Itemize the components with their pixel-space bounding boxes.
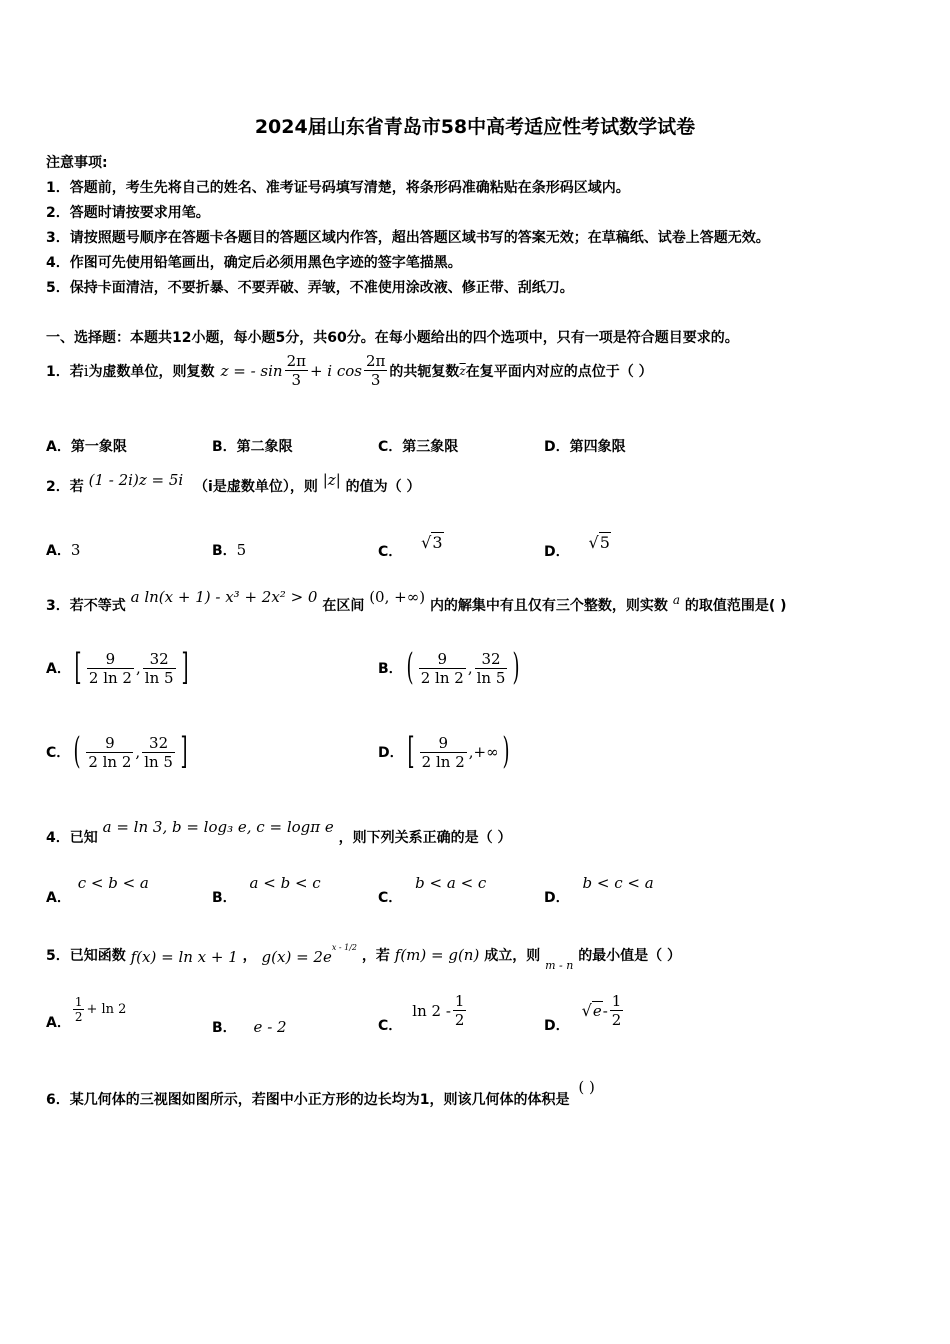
q6-paren: ( ) <box>578 1078 595 1096</box>
note-item-4: 4．作图可先使用铅笔画出，确定后必须用黑色字迹的签字笔描黑。 <box>46 255 462 271</box>
q3-option-c: C． ( $\frac{9}{2 \ln 2}$ , $\frac{32}{\ln 5}$ ] <box>46 731 188 772</box>
q5-post: 的最小值是（ ） <box>578 948 682 964</box>
q5-option-b: B． e - 2 <box>212 1018 287 1036</box>
q5-option-a: A． $\frac{1}{2}$ + ln 2 <box>46 995 127 1031</box>
q5-option-d: D． √e - $\frac{1}{2}$ <box>544 992 622 1034</box>
q3-option-b: B． ( $\frac{9}{2 \ln 2}$ , $\frac{32}{\ln 5}$ ) <box>378 647 520 688</box>
q5-option-c: C． ln 2 - $\frac{1}{2}$ <box>378 992 465 1034</box>
q3-option-d: D． [ $\frac{9}{2 \ln 2}$ , +∞ ) <box>378 731 510 772</box>
q5-cond: f(m) = g(n) <box>394 946 480 964</box>
q5-g-exponent: x - 1/2 <box>331 943 358 953</box>
q1-zbar: $\overline{z}$ <box>459 363 466 378</box>
note-item-1: 1．答题前，考生先将自己的姓名、准考证号码填写清楚，将条形码准确粘贴在条形码区域内。 <box>46 180 630 196</box>
notes-heading: 注意事项: <box>46 155 108 171</box>
question-6 <box>46 1078 595 1109</box>
q3-expr: a ln(x + 1) - x³ + 2x² > 0 <box>130 588 318 606</box>
question-4 <box>46 818 512 847</box>
q3-a: a <box>672 593 680 607</box>
q1-option-a: A．第一象限 <box>46 439 127 455</box>
q3-option-a: A． [ $\frac{9}{2 \ln 2}$ , $\frac{32}{\ln 5}$ ] <box>46 647 189 688</box>
q5-mid: ，若 <box>361 948 390 964</box>
q2-option-d: D． √5 <box>544 533 610 560</box>
q2-prefix: 2．若 <box>46 479 84 495</box>
q1-z-eq: z = - sin <box>220 361 283 380</box>
note-item-3: 3．请按照题号顺序在答题卡各题目的答题区域内作答，超出答题区域书写的答案无效；在草稿纸、试卷上答题无效。 <box>46 230 770 246</box>
note-item-5: 5．保持卡面清洁，不要折暴、不要弄破、弄皱，不准使用涂改液、修正带、刮纸刀。 <box>46 280 574 296</box>
q1-option-c: C．第三象限 <box>378 439 459 455</box>
q1-post2: 在复平面内对应的点位于（ ） <box>465 363 653 380</box>
q2-option-c-sqrt: √3 <box>421 533 443 552</box>
q2-option-b: B．5 <box>212 541 247 559</box>
q5-prefix: 5．已知函数 <box>46 948 126 964</box>
note-item-2: 2．答题时请按要求用笔。 <box>46 205 210 221</box>
q2-mid: （i是虚数单位），则 <box>194 479 318 495</box>
q2-post: 的值为（ ） <box>345 479 421 495</box>
q2-option-c: C． √3 <box>378 533 443 560</box>
section-1-heading: 一、选择题：本题共12小题，每小题5分，共60分。在每小题给出的四个选项中，只有一项是符合题目要求的。 <box>46 330 739 346</box>
q1-prefix: 1．若 <box>46 363 84 380</box>
q4-option-d: D． b < c < a <box>544 874 654 906</box>
q4-option-b: B． a < b < c <box>212 874 321 906</box>
q4-expr: a = ln 3, b = log₃ e, c = logπ e <box>102 818 334 836</box>
q5-mn: m - n <box>545 959 574 972</box>
q1-frac-2: $\frac{2\pi}{3}$ <box>366 352 386 389</box>
exam-title: 2024届山东省青岛市58中高考适应性考试数学试卷 <box>254 116 696 138</box>
question-3 <box>46 588 787 615</box>
q4-post: ，则下列关系正确的是（ ） <box>338 830 512 846</box>
q5-g-def: g(x) = 2e <box>261 948 332 966</box>
question-1 <box>46 352 653 389</box>
q2-absz: |z| <box>322 471 341 489</box>
q1-option-b: B．第二象限 <box>212 439 293 455</box>
q3-post1: 内的解集中有且仅有三个整数，则实数 <box>429 598 668 614</box>
q3-post2: 的取值范围是( ) <box>684 598 787 614</box>
q2-option-d-sqrt: √5 <box>588 533 610 552</box>
q1-post1: 的共轭复数 <box>389 363 460 380</box>
q5-f-def: f(x) = ln x + 1 <box>130 948 238 966</box>
question-5 <box>46 943 682 972</box>
q5-sep: ， <box>242 948 257 964</box>
q5-mid2: 成立，则 <box>484 948 541 964</box>
q6-text: 6．某几何体的三视图如图所示，若图中小正方形的边长均为1，则该几何体的体积是 <box>46 1092 570 1108</box>
q5-option-d-sqrt: √e <box>581 1001 602 1020</box>
q1-plus-cos: + i cos <box>309 361 362 380</box>
q4-option-c: C． b < a < c <box>378 874 487 906</box>
q1-option-d: D．第四象限 <box>544 439 626 455</box>
question-2 <box>46 471 421 496</box>
q2-option-a: A．3 <box>46 541 81 559</box>
q4-prefix: 4．已知 <box>46 830 98 846</box>
q3-prefix: 3．若不等式 <box>46 598 126 614</box>
q2-expr: (1 - 2i)z = 5i <box>88 471 184 489</box>
q4-option-a: A． c < b < a <box>46 874 149 906</box>
q3-mid: 在区间 <box>322 598 365 614</box>
q1-i: i <box>83 361 89 380</box>
q3-interval: (0, +∞) <box>369 588 426 606</box>
q1-frac-1: $\frac{2\pi}{3}$ <box>286 352 306 389</box>
q1-mid: 为虚数单位，则复数 <box>88 363 215 380</box>
